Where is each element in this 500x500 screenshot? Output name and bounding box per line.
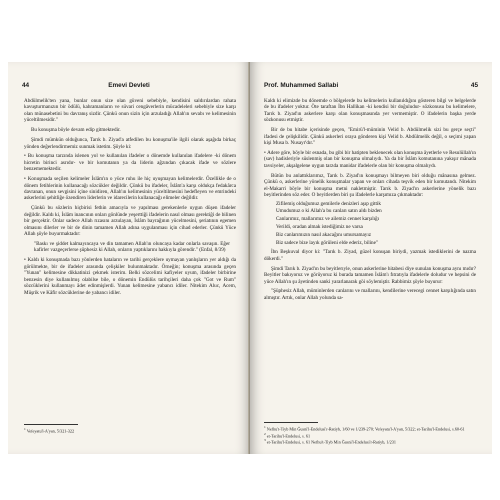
left-page-body (24, 98, 236, 296)
right-footnotes (264, 422, 476, 445)
poem-line: Umudumuz o ki Allah'a bu canları satın aldı bizden (276, 208, 382, 215)
right-page (250, 62, 492, 454)
poem-line: Verildi, oradan almak istediğimiz ne varsa (276, 223, 363, 230)
right-page-header (264, 82, 478, 94)
paragraph: Çünkü bu sözlerin hiçbirisi fethin amacıyla ve yapılması gerekenlerle uygun düşen ifadeler değildir. Kaldı ki, İslâm inancının onları gönlünde yeşerttiği ifadelerin nasıl olması gerektiği de bilinen bir gerçektir. Onlar sadece Allah rızasını arzulayan, İslâm bayrağının yücelmesini, şeriatının egemen olmasını dilerler ve bir de dinin tamamen Allah adına uygulanması için cihad ederler. Çünkü Yüce Allah şöyle buyurmaktadır: (24, 205, 236, 238)
footnote: $^2$ et-Tarihu'l-Endelusi, s. 61 (264, 431, 311, 438)
footnote-rule (24, 424, 78, 425)
paragraph: Kaldı ki elimizde bu dönemde o bölgelerde bu kelimelerin kullanıldığını gösteren bilgi ve belgelerde de bu ifadeler yoktur. Öte taraftan İbn Hallikan -ki kendisi bir doğuludur- sözkonusu bu kelimelere, Tarık b. Ziyad'ın askerlere karşı olan konuşmasında yer vermemiştir. O ifadelerin başka yerde sözkonusu etmiştir. (264, 98, 476, 124)
paragraph: Abdülmelik'ten yana, bunlar onun size olan güveni sebebiyle, kendisini saldırılardan rahata kavuşturmanızın bir ödülü, kahramanların ve süvari cengâverlerin mücadeleleri sebebiyle size karşı olan münasebetini bu davranış sizdir. Çünkü onun sizin için arzuladığı Allah'ın sevabı ve kelimesinin yüceltilmesidir." (24, 98, 236, 124)
verse-quote: "Baskı ve şiddet kalmayıncaya ve din tamamen Allah'ın oluncaya kadar onlarla savaşın. Eğer kafirler vazgeçerlerse şüphesiz ki Allah, onların yaptıklarını hakkıyla görendir." (Enfal, 8/39) (34, 240, 230, 254)
running-title-left: Emevi Devleti (108, 82, 150, 89)
running-title-right: Prof. Muhammed Sallabi (264, 82, 339, 89)
paragraph: Bu konuşma böyle devam edip gitmektedir. (31, 127, 121, 134)
bullet-paragraph: • Bu konuşma tarzında islenen yol ve kullanılan ifadeler o dönemde kullanılan ifadelere -ki dönem hicretin birinci asrıdır- ve bir komutanın ya da liderin ağzından çıkacak ifade ve sözlere benzememektedir. (24, 153, 236, 172)
poem-line: Biz canlarımızın nasıl akacağını umursamayız (276, 231, 372, 238)
footnote-rule (264, 422, 318, 423)
page-number-left: 44 (22, 82, 30, 89)
poem-line: Canlarımız, mallarımız ve ailemiz cennet karşılığı (276, 216, 380, 223)
footnote: $^1$ Vefeyatu'l-A'yan, 5/321-322 (24, 427, 75, 434)
poem-line: Zifilemiş olduğumuz gemilerle denizleri aşıp gittik (276, 200, 381, 207)
open-book (8, 62, 492, 454)
bullet-paragraph: • Adere göre, böyle bir esnada, bu gibi bir hatipten beklenecek olan konuşma âyetlerle ve Resulüllah'ın (sav) hadisleriyle süslenmiş olan bir konuşma olmalıydı. Ya da bir İslâm komutanına yakışır mânada tavsiyeler, akşalgelene uygun tarzda manidar ifadelerle olan bir konuşma olmalıydı. (264, 150, 476, 169)
footnote: $^1$ Nefhu't-Tiyb Min Ğusni'l-Endelusi'r-Ratiyb, 1/60 ve 1/239-270; Vefeyatu'l-A'yan, 5/322; et-Tarihu'l-Endelusi, s.60-61 (264, 425, 465, 432)
page-number-right: 45 (470, 82, 478, 89)
paragraph: İbn Beşkuval diyor ki: "Tarık b. Ziyad, güzel konuşan biriydi, yazmak istediklerini de nazma dökerdi." (264, 249, 476, 262)
paragraph: Şimdi Tarık b. Ziyad'ın bu beyitlerıyle, onun askerlerine hitabesi diye sunulan konuşma aynı mıdır? Beyitler bakıyoruz ve görüyoruz ki burada tamamen İslâm'ı fıtratıyla ifadelerle doludur ve hepsini de yüce Allah'ın şu âyetinden sanki yararlanarak göi söylemiştir. Rabbimiz şöyle buyurur: (264, 265, 476, 285)
verse-quote: "Şüphesiz Allah, müminlerden canlarını ve mallarını, kendilerine verecegi cennet karşılığında satın almıştır. Artık, onlar Allah yolunda sa- (264, 288, 476, 301)
paragraph: Şimdi mümkün olduğunca, Tarık b. Ziyad'a atfedilen bu konuşma'ile ilgili olarak aşağıda birkaç yönden değerlendirmemiz sunmak istetim. Şöyle ki: (24, 137, 236, 150)
left-page-header (22, 82, 236, 94)
bullet-paragraph: • Kaldı ki konuşmada bazı yönlerden hataların ve tarihi gerçeklere uymayan yanlışların yer aldığı da görülmekte, bir de ifadeler arasında çelişkiler bulunmaktadır. Örneğin; konuşma arasında geçen "Yunan" kelimesine dikkatinizi çekmek isterim. Belki sözcelimi kafiyeler uyum, ifadeler birbirine benzesin diye kullanılmış olabilse bile, o dönemin Endülüs tarihçileri daha çok "Got ve Rum" sözcüklerini kullanmayı âdet edinmişlerdi. Yunan kelimesine yabancı idiler. Nitekim Aluc, Acem, Müşrik ve Kâfir sözcüklerine de yabancı idiler. (24, 257, 236, 296)
poem-verses (276, 201, 476, 248)
paragraph: Bir de bu hitabe içerisinde geçen, "Emirü'l-müminin Velid b. Abdülmelik sizi bu gerçe seçti" ifadesi de çelişkilidir. Çünkü askerleri oraya gönderen kişi Velid b. Abdülmelik değil, o seçimi yapan kişi Musa b. Nusayr'dır." (264, 127, 476, 147)
footnote: $^3$ et-Tarihu'l-Endelusi, s. 61 Nefhu't-Tiyb Min Ğusni'l-Endelusi'r-Ratiyb, 1/231 (264, 438, 396, 445)
right-page-body (264, 98, 476, 301)
poem-line: Biz sadece bize layık görüleni elde ederiz, biline" (276, 239, 379, 246)
bullet-paragraph: • Konuşmada seçilen kelimeler İslâm'ın o yüce ruhu ile hiç uyuşmayan kelimelerdir. Özellikle de o dönem fetihlerinin kullanacağı sözcükler değildir. Çünkü bu ifadeler, İslâm'a karşı oldukça fedakârca davranan, onun sevgisini içine sinidiren, Allah'ın kelimesinin yüceltilmesini hedefleyen ve emrindeki askerlerini şehitliğe özendiren liderlerin ve idarecilerin kullanacağı elimeler değildir. (24, 176, 236, 202)
paragraph: Bütün bu anlattıklarımız, Tarık b. Ziyad'ın konuşmayı bilmeyen biri olduğu mânasına gelmez. Çünkü o, askerlerine yönelik konuşmalar yapan ve onları cihada teşvik eden bir komutandı. Nitekim el-Makarri böyle bir konuşma metni nakletmiştir. Tarık b. Ziyad'ın askerlerine yönelik bazı beyitlerinden söz eder. O beyitlerden biri şu ifadelerle karşımıza çıkmaktadır: (264, 172, 476, 199)
left-footnotes (24, 424, 236, 434)
left-page (8, 62, 250, 454)
